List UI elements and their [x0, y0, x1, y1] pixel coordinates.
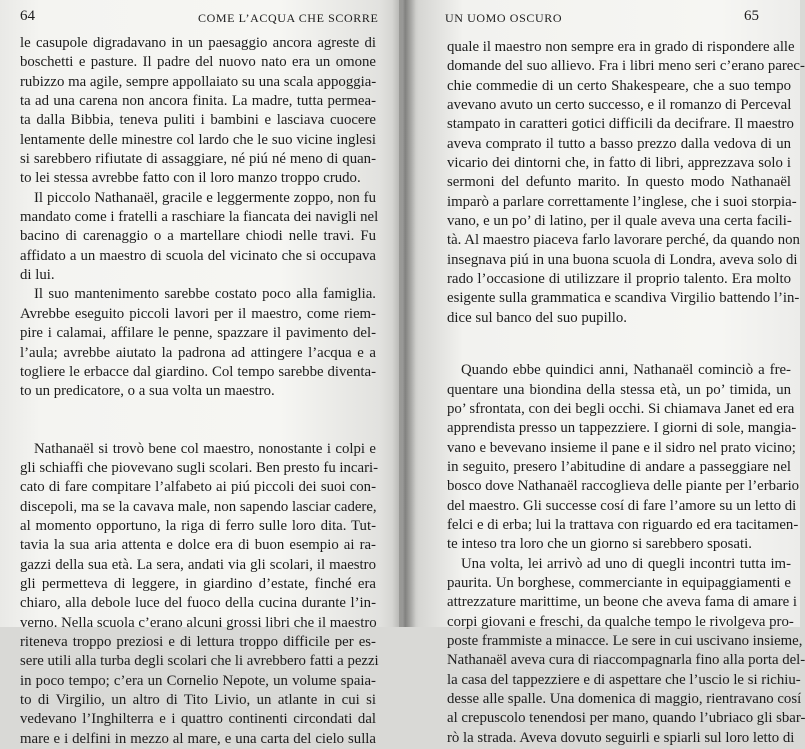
running-head: UN UOMO OSCURO [445, 11, 563, 25]
text-line: pire i calamai, affilare le penne, spazzare il pavimento del- [20, 325, 376, 342]
left-page-body [20, 34, 379, 749]
text-line: sere utili alla turba degli scolari che li avrebbero fatti a pezzi [20, 653, 379, 670]
text-line: attrezzature marittime, un beone che aveva fama di amare i [447, 594, 798, 611]
text-line: l’aula; avrebbe aiutato la padrona ad attingere l’acqua e a [20, 344, 376, 361]
text-line: mare e i delfini in mezzo al mare, e una carta del cielo sulla [20, 730, 376, 747]
text-line: Avrebbe eseguito piccoli lavori per il maestro, come riem- [20, 305, 376, 322]
text-line: lentamente delle minestre col lardo che le suo vicine inglesi [20, 131, 376, 148]
paragraph-block [447, 38, 805, 328]
text-line: Nathanaël si trovò bene col maestro, nonostante i colpi e [34, 440, 376, 457]
text-line: chiaro, alla debole luce del fuoco della cucina durante l’in- [20, 595, 376, 612]
text-line: verno. Nella scuola c’erano alcuni grossi libri che il maestro [20, 614, 377, 631]
text-line: ta dalla Bibbia, teneva puliti i bambini e lasciava cuocere [20, 112, 376, 129]
text-line: mandato come i fratelli a raschiare la fiancata dei navigli nel [20, 209, 379, 226]
right-page [399, 0, 805, 746]
text-line: apprendista presso un tappezziere. I giorni di sole, mangia- [447, 420, 797, 437]
text-line: imparò a parlare correttamente l’inglese, che i suoi storpia- [447, 193, 797, 210]
text-line: stampato in caratteri gotici difficili da decifrare. Il maestro [447, 116, 794, 133]
text-line: boschetti e pasture. Il padre del nuovo nato era un omone [20, 54, 376, 71]
text-line: to di Virgilio, un altro di Tito Livio, un atlante in cui si [20, 692, 376, 708]
text-line: bacino di carenaggio o a martellare chiodi nelle travi. Fu [20, 228, 376, 245]
text-line: le casupole digradavano in un paesaggio ancora agreste di [20, 35, 376, 51]
text-line: ta ad una carena non ancora finita. La madre, tutta permea- [20, 93, 376, 110]
text-line: Quando ebbe quindici anni, Nathanaël cominciò a fre- [461, 362, 791, 379]
text-line: felci e di erba; lui la trattava con riguardo ed era tacitamen- [447, 516, 799, 533]
paragraph-block [20, 34, 379, 402]
text-line: gazzi della sua età. La sera, andati via gli scolari, il maestro [20, 556, 376, 573]
text-line: Una volta, lei arrivò ad uno di quegli incontri tutta im- [461, 555, 791, 572]
text-line: affidato a un maestro di scuola del vicinato che si occupava [20, 247, 376, 264]
page-number: 64 [20, 8, 35, 24]
text-line: esigente sulla grammatica e scandiva Virgilio battendo l’in- [447, 290, 800, 307]
text-line: Nathanaël aveva cura di riaccompagnarla fino alla porta del- [447, 652, 805, 669]
text-line: in seguito, presero l’abitudine di andare a passeggiare nel [447, 458, 791, 475]
text-line: bosco dove Nathanaël raccoglieva delle piante per l’erbario [447, 478, 800, 495]
text-line: rubizzo ma agile, sempre appollaiato su una scala appoggia- [20, 73, 377, 90]
paragraph-block [20, 440, 379, 749]
text-line: Il suo mantenimento sarebbe costato poco alla famiglia. [34, 286, 376, 303]
text-line: dice sul banco del suo pupillo. [447, 309, 627, 326]
text-line: rado l’occasione di utilizzare il proprio talento. Era molto [447, 271, 791, 288]
page-number: 65 [744, 8, 759, 24]
text-line: to lei stessa avrebbe fatto con il loro manzo troppo crudo. [20, 170, 361, 187]
right-page-body [447, 38, 805, 748]
text-line: corpi giovani e freschi, da qualche tempo le rivolgeva pro- [447, 613, 794, 630]
running-head: COME L’ACQUA CHE SCORRE [198, 11, 379, 25]
text-line: te inteso tra loro che un giorno si sarebbero sposati. [447, 536, 752, 553]
text-line: vano, e un po’ di latino, per il quale aveva una certa facili- [447, 213, 792, 230]
text-line: di lui. [20, 267, 55, 284]
text-line: quale il maestro non sempre era in grado di rispondere alle [447, 39, 795, 55]
text-line: si sarebbero rifiutate di assaggiare, né piú né meno di quan- [20, 151, 376, 168]
text-line: avevano avuto un certo successo, e il romanzo di Perceval [447, 97, 792, 114]
text-line: aveva comprato il tutto a basso prezzo dalla vedova di un [447, 135, 791, 152]
text-line: la casa del tappezziere e di aspettare che l’uscio le si richiu- [447, 671, 801, 688]
text-line: gli permetteva di leggere, in giardino d’estate, finché era [20, 575, 376, 592]
text-line: cato di fare compitare l’alfabeto ai piú piccoli dei suoi con- [20, 479, 376, 496]
left-page [0, 0, 399, 747]
paragraph-block [447, 361, 805, 748]
text-line: paurita. Un borghese, commerciante in equipaggiamenti e [447, 574, 791, 591]
text-line: tavia la sua aria attenta e dolce era di buon esempio ai ra- [20, 537, 376, 554]
text-line: vedevano l’Inghilterra e i quattro continenti circondati dal [20, 711, 376, 728]
text-line: vano e bevevano insieme il pane e il sidro nel prato vicino; [447, 439, 796, 456]
text-line: po’ sfrontata, con dei begli occhi. Si chiamava Janet ed era [447, 400, 795, 417]
text-line: sermoni del defunto marito. In questo modo Nathanaël [447, 174, 791, 191]
text-line: Il piccolo Nathanaël, gracile e leggermente zoppo, non fu [34, 189, 376, 206]
text-line: rò la strada. Aveva dovuto seguirli e spiarli sul loro letto di [447, 729, 795, 746]
text-line: insegnava piú in una buona scuola di Londra, aveva solo di [447, 251, 798, 268]
text-line: domande del suo allievo. Fra i libri meno seri c’erano parec- [447, 58, 805, 75]
text-line: chie commedie di un certo Shakespeare, che a suo tempo [447, 77, 791, 94]
text-line: tà. Al maestro piaceva farlo lavorare perché, da quando non [447, 232, 800, 249]
text-line: discepoli, ma se la cavava male, non sapendo lasciar cadere, [20, 498, 377, 515]
text-line: to un predicatore, o a sua volta un maestro. [20, 383, 275, 400]
text-line: vicario dei dintorni che, in fatto di libri, apprezzava solo i [447, 155, 791, 172]
text-line: poste frammiste a minacce. Le sere in cui uscivano insieme, [447, 632, 803, 649]
text-line: al momento opportuno, la riga di ferro sulle loro dita. Tut- [20, 517, 376, 534]
text-line: quentare una biondina della stessa età, un po’ timida, un [447, 381, 791, 398]
text-line: gli schiaffi che piovevano sugli scolari. Ben presto fu incari- [20, 459, 379, 476]
text-line: riteneva troppo preziosi e di lettura troppo difficile per es- [20, 633, 376, 650]
text-line: in poco tempo; c’era un Cornelio Nepote, un volume spaia- [20, 672, 376, 689]
text-line: desse alle spalle. Una domenica di maggio, rientravano cosí [447, 691, 802, 707]
text-line: del maestro. Gli successe cosí di fare l’amore su un letto di [447, 497, 797, 514]
text-line: togliere le erbacce dal giardino. Col tempo sarebbe diventa- [20, 363, 376, 380]
text-line: al crepuscolo tenendosi per mano, quando l’ubriaco gli sbar- [447, 710, 805, 727]
